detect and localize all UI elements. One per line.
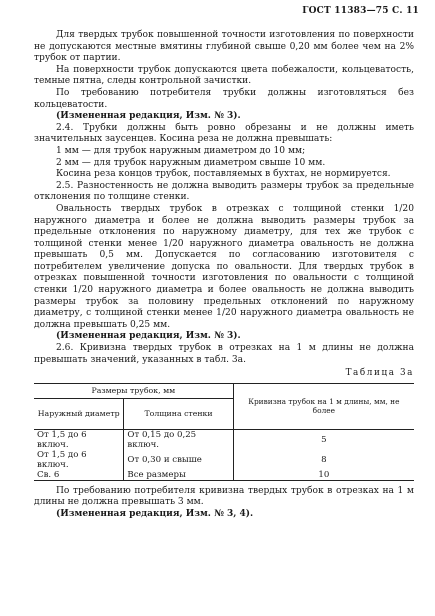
paragraph: Косина реза концов трубок, поставляемых в бухтах, не нормируется. [56,169,391,180]
paragraph: 2 мм — для трубок наружным диаметром свыше 10 мм. [56,157,326,168]
table-cell-diameter: От 1,5 до 6 включ. [34,450,124,470]
table-cell-wall: От 0,15 до 0,25 включ. [124,429,233,450]
amendment-note: (Измененная редакция, Изм. № 3). [56,331,241,342]
table-cell-wall: Все размеры [124,470,233,481]
table-cell-curvature: 8 [321,454,327,465]
paragraph: Для твердых трубок повышенной точности изготовления по поверхности не допускаются местные вмятины глубиной свыше 0,20 мм более чем на 2% трубок от партии. [34,30,414,64]
table-group-header: Размеры трубок, мм [34,383,233,398]
table-cell-wall: От 0,30 и свыше [124,450,233,470]
paragraph: Овальность твердых трубок в отрезках с толщиной стенки 1/20 наружного диаметра и более не должна выводить размеры трубок за предельные отклонения по наружному диаметру, для тех же трубок с толщиной стенки менее 1/20 наружного диаметра овальность не должна превышать 0,5 мм. Допускается по согласованию изготовителя с потребителем увеличение допуска по овальности. Для твердых трубок в отрезках повышенной точности изготовления по овальности с толщиной стенки 1/20 наружного диаметра и более овальность не должна выводить размеры трубок за половину предельных отклонений по наружному диаметру, с толщиной стенки менее 1/20 наружного диаметра овальность не должна превышать 0,25 мм. [34,203,414,330]
table-row [34,470,414,481]
page-header: ГОСТ 11383—75 С. 11 [302,6,419,16]
paragraph: 2.6. Кривизна твердых трубок в отрезках на 1 м длины не должна превышать значений, указанных в табл. 3а. [34,343,414,365]
curvature-table [34,383,414,481]
table-cell-diameter: От 1,5 до 6 включ. [34,429,124,450]
paragraph: По требованию потребителя трубки должны изготовляться без кольцеватости. [34,87,414,110]
document-body [34,30,414,521]
amendment-note: (Измененная редакция, Изм. № 3). [56,111,241,122]
table-header-wall: Толщина стенки [124,398,233,429]
table-row [34,429,414,450]
paragraph: На поверхности трубок допускаются цвета побежалости, кольцеватость, темные пятна, следы контрольной зачистки. [34,64,414,87]
table-cell-diameter: Св. 6 [34,470,124,481]
table-row [34,450,414,470]
table-caption: Таблица 3а [345,368,414,379]
table-header-diameter: Наружный диаметр [34,398,124,429]
table-cell-curvature: 5 [321,434,327,445]
paragraph: 2.5. Разностенность не должна выводить размеры трубок за предельные отклонения по толщине стенки. [34,180,414,203]
table-header-curvature: Кривизна трубок на 1 м длины, мм, не более [233,383,414,429]
amendment-note: (Измененная редакция, Изм. № 3, 4). [56,509,254,519]
paragraph: 1 мм — для трубок наружным диаметром до 10 мм; [56,145,306,156]
table-cell-curvature: 10 [233,470,414,481]
paragraph: 2.4. Трубки должны быть ровно обрезаны и не должны иметь значительных заусенцев. Косина реза не должна превышать: [34,122,414,145]
paragraph: По требованию потребителя кривизна твердых трубок в отрезках на 1 м длины не должна превышать 3 мм. [34,485,414,508]
